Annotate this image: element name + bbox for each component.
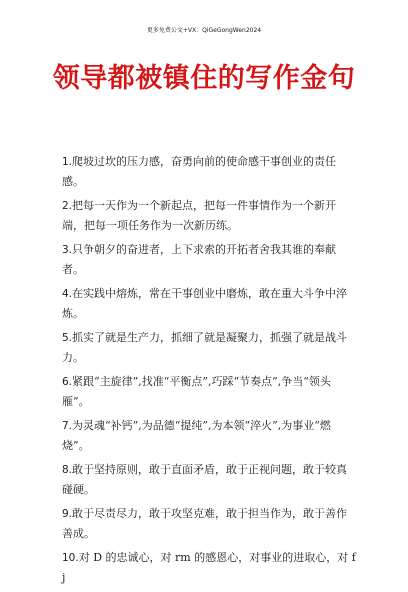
list-item	[62, 416, 358, 455]
item-number: 8.	[62, 464, 73, 476]
item-number: 6.	[62, 376, 73, 388]
item-number: 5.	[62, 332, 73, 344]
item-text: 为灵魂“补钙”,为品德“提纯”,为本领“淬火”,为事业“燃烧”。	[62, 419, 331, 452]
item-number: 3.	[62, 244, 73, 256]
document-title: 领导都被镇住的写作金句	[52, 63, 356, 94]
list-item	[62, 504, 358, 543]
item-number: 10.	[62, 552, 79, 564]
list-item	[62, 328, 358, 367]
item-text: 只争朝夕的奋进者，上下求索的开拓者舍我其谁的奉献者。	[62, 243, 337, 276]
sentence-list	[62, 152, 358, 592]
item-text: 紧跟“主旋律”,找准“平衡点”,巧踩“节奏点”,争当“领头雁”。	[62, 375, 331, 408]
list-item	[62, 460, 358, 499]
item-number: 4.	[62, 288, 73, 300]
item-number: 2.	[62, 200, 73, 212]
item-text: 在实践中熔炼，常在干事创业中磨炼，敢在重大斗争中淬炼。	[62, 287, 348, 320]
item-text: 爬坡过坎的压力感，奋勇向前的使命感干事创业的责任感。	[62, 155, 337, 188]
list-item	[62, 240, 358, 279]
item-text: 把每一天作为一个新起点，把每一件事情作为一个新开端，把每一项任务作为一次新历练。	[62, 199, 337, 232]
list-item	[62, 284, 358, 323]
item-text: 抓实了就是生产力，抓细了就是凝聚力，抓强了就是战斗力。	[62, 331, 348, 364]
list-item	[62, 152, 358, 191]
item-text: 敢于尽责尽力，敢于攻坚克难，敢于担当作为，敢于善作善成。	[62, 507, 348, 540]
item-number: 9.	[62, 508, 73, 520]
header-note: 更多免费公文+VX：QiGeGongWen2024	[146, 27, 262, 34]
item-text: 对 D 的忠诚心，对 rm 的感恩心，对事业的进取心，对 fj	[62, 551, 356, 584]
list-item	[62, 372, 358, 411]
list-item	[62, 548, 358, 587]
item-number: 1.	[62, 156, 73, 168]
list-item	[62, 196, 358, 235]
item-text: 敢于坚持原则，敢于直面矛盾，敢于正视问题，敢于较真碰硬。	[62, 463, 348, 496]
item-number: 7.	[62, 420, 73, 432]
